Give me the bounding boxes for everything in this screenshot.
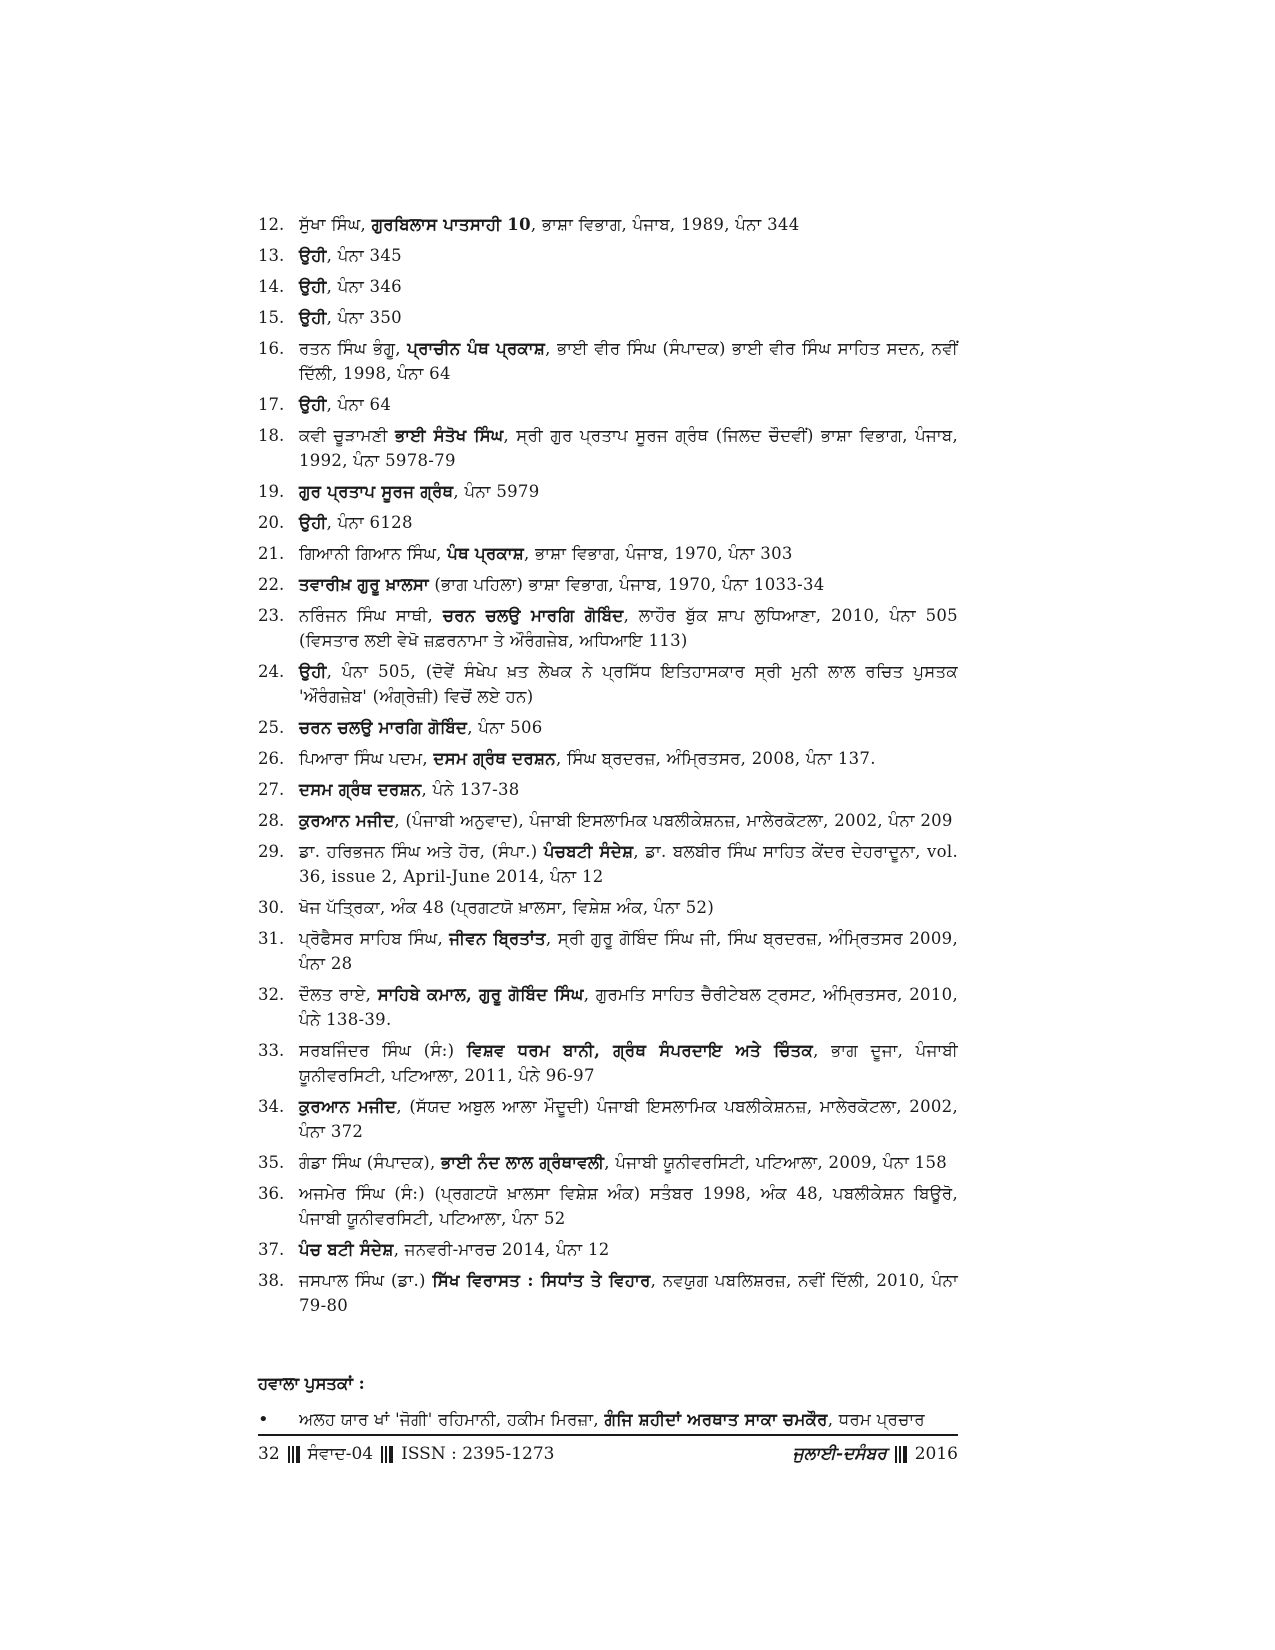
reference-detail: , ਪੰਨਾ 6128 — [326, 513, 413, 532]
reference-number: 24. — [258, 662, 285, 681]
reference-detail: , ਗੁਰਮਤਿ ਸਾਹਿਤ ਚੈਰੀਟੇਬਲ ਟ੍ਰਸਟ, ਅੰਮ੍ਰਿਤਸਰ, 2010, ਪੰਨੇ 138-39. — [299, 985, 958, 1029]
reference-number: 15. — [258, 308, 285, 327]
reference-detail: , ਪੰਨਾ 505, (ਦੋਵੇਂ ਸੰਖੇਪ ਖ਼ਤ ਲੇਖਕ ਨੇ ਪ੍ਰਸਿੱਧ ਇਤਿਹਾਸਕਾਰ ਸ੍ਰੀ ਮੁਨੀ ਲਾਲ ਰਚਿਤ ਪੁਸਤਕ 'ਔਰੰਗਜ਼ੇਬ' (ਅੰਗ੍ਰੇਜ਼ੀ) ਵਿਚੋਂ ਲਏ ਹਨ) — [299, 662, 958, 706]
reference-title: ਦਸਮ ਗ੍ਰੰਥ ਦਰਸ਼ਨ — [433, 749, 556, 768]
reference-text — [299, 274, 958, 299]
reference-title: ਉਹੀ — [299, 308, 327, 327]
reference-title: ਕੁਰਆਨ ਮਜੀਦ — [299, 1097, 397, 1116]
reference-item — [258, 274, 958, 299]
reference-item — [258, 1181, 958, 1231]
reference-text — [299, 1181, 958, 1231]
reference-detail: , ਨਵਯੁਗ ਪਬਲਿਸ਼ਰਜ਼, ਨਵੀਂ ਦਿੱਲੀ, 2010, ਪੰਨਾ 79-80 — [299, 1271, 958, 1315]
reference-detail: , ਸ੍ਰੀ ਗੁਰੂ ਗੋਬਿੰਦ ਸਿੰਘ ਜੀ, ਸਿੰਘ ਬ੍ਰਦਰਜ਼, ਅੰਮ੍ਰਿਤਸਰ 2009, ਪੰਨਾ 28 — [299, 929, 958, 973]
reference-number: 29. — [258, 842, 285, 861]
journal-name: ਸੰਵਾਦ-04 — [307, 1444, 374, 1464]
reference-detail: , ਪੰਨਾ 350 — [326, 308, 402, 327]
reference-number: 20. — [258, 513, 285, 532]
bibliography-item — [258, 1408, 958, 1432]
reference-item — [258, 715, 958, 740]
reference-text — [299, 659, 958, 709]
reference-detail: , ਭਾਸ਼ਾ ਵਿਭਾਗ, ਪੰਜਾਬ, 1970, ਪੰਨਾ 303 — [524, 544, 793, 563]
page-number: 32 — [258, 1444, 280, 1464]
reference-title: ਸਿੱਖ ਵਿਰਾਸਤ : ਸਿਧਾਂਤ ਤੇ ਵਿਹਾਰ — [432, 1271, 651, 1290]
reference-detail: ਗੰਡਾ ਸਿੰਘ (ਸੰਪਾਦਕ), — [299, 1153, 442, 1172]
reference-item — [258, 305, 958, 330]
reference-number: 26. — [258, 749, 285, 768]
reference-detail: ਕਵੀ ਚੂੜਾਮਣੀ — [299, 426, 396, 445]
reference-title: ਪੰਚਬਟੀ ਸੰਦੇਸ਼ — [543, 842, 634, 861]
reference-detail: ਸਰਬਜਿੰਦਰ ਸਿੰਘ (ਸੰ:) — [299, 1041, 467, 1060]
reference-number: 23. — [258, 606, 285, 625]
footer-right — [793, 1442, 958, 1466]
reference-item — [258, 1237, 958, 1262]
reference-title: ਉਹੀ — [299, 662, 327, 681]
reference-item — [258, 603, 958, 653]
reference-text — [299, 777, 958, 802]
reference-number: 19. — [258, 482, 285, 501]
reference-text — [299, 572, 958, 597]
reference-item — [258, 392, 958, 417]
reference-number: 22. — [258, 575, 285, 594]
reference-text — [299, 541, 958, 566]
reference-number: 30. — [258, 898, 285, 917]
reference-detail: , ਪੰਨਾ 346 — [326, 277, 402, 296]
reference-detail: , ਪੰਨਾ 64 — [326, 395, 392, 414]
reference-title: ਭਾਈ ਸੰਤੋਖ ਸਿੰਘ — [395, 426, 504, 445]
reference-number: 34. — [258, 1097, 285, 1116]
reference-item — [258, 1038, 958, 1088]
reference-text — [299, 1237, 958, 1262]
reference-text — [299, 305, 958, 330]
reference-detail: ਗਿਆਨੀ ਗਿਆਨ ਸਿੰਘ, — [299, 544, 448, 563]
footer-left — [258, 1442, 555, 1466]
reference-text — [299, 895, 958, 920]
reference-number: 38. — [258, 1271, 285, 1290]
reference-number: 16. — [258, 339, 285, 358]
separator-icon — [895, 1446, 907, 1463]
reference-detail: , ਪੰਨਾ 345 — [326, 246, 402, 265]
bibliography-detail: , ਧਰਮ ਪ੍ਰਚਾਰ — [827, 1410, 925, 1429]
reference-title: ਕੁਰਆਨ ਮਜੀਦ — [299, 811, 395, 830]
issue-period: ਜੁਲਾਈ-ਦਸੰਬਰ — [792, 1444, 887, 1464]
reference-title: ਉਹੀ — [299, 277, 327, 296]
reference-item — [258, 1150, 958, 1175]
reference-item — [258, 808, 958, 833]
reference-text — [299, 243, 958, 268]
reference-title: ਸਾਹਿਬੇ ਕਮਾਲ, ਗੁਰੂ ਗੋਬਿੰਦ ਸਿੰਘ — [377, 985, 584, 1004]
reference-item — [258, 895, 958, 920]
reference-item — [258, 659, 958, 709]
separator-icon — [288, 1446, 300, 1463]
reference-detail: , ਸ੍ਰੀ ਗੁਰ ਪ੍ਰਤਾਪ ਸੂਰਜ ਗ੍ਰੰਥ (ਜਿਲਦ ਚੌਦਵੀਂ) ਭਾਸ਼ਾ ਵਿਭਾਗ, ਪੰਜਾਬ, 1992, ਪੰਨਾ 5978-79 — [299, 426, 958, 470]
page-footer — [258, 1442, 958, 1466]
reference-title: ਗੁਰ ਪ੍ਰਤਾਪ ਸੂਰਜ ਗ੍ਰੰਥ — [299, 482, 454, 501]
reference-title: ਉਹੀ — [299, 246, 327, 265]
reference-text — [299, 982, 958, 1032]
reference-number: 28. — [258, 811, 285, 830]
reference-title: ਭਾਈ ਨੰਦ ਲਾਲ ਗ੍ਰੰਥਾਵਲੀ — [441, 1153, 605, 1172]
reference-title: ਉਹੀ — [299, 513, 327, 532]
reference-text — [299, 423, 958, 473]
issn: ISSN : 2395-1273 — [401, 1444, 555, 1464]
reference-item — [258, 510, 958, 535]
reference-title: ਤਵਾਰੀਖ਼ ਗੁਰੂ ਖ਼ਾਲਸਾ — [299, 575, 429, 594]
footer-rule — [258, 1434, 958, 1436]
reference-text — [299, 715, 958, 740]
reference-number: 35. — [258, 1153, 285, 1172]
reference-text — [299, 1268, 958, 1318]
reference-title: ਪੰਥ ਪ੍ਰਕਾਸ਼ — [447, 544, 525, 563]
reference-detail: , ਜਨਵਰੀ-ਮਾਰਚ 2014, ਪੰਨਾ 12 — [393, 1240, 610, 1259]
reference-item — [258, 423, 958, 473]
reference-title: ਚਰਨ ਚਲਉ ਮਾਰਗਿ ਗੋਬਿੰਦ — [442, 606, 624, 625]
reference-detail: ਸੁੱਖਾ ਸਿੰਘ, — [299, 215, 372, 234]
references-heading: ਹਵਾਲਾ ਪੁਸਤਕਾਂ : — [258, 1374, 365, 1393]
reference-text — [299, 392, 958, 417]
issue-year: 2016 — [914, 1444, 958, 1464]
reference-detail: ਪਿਆਰਾ ਸਿੰਘ ਪਦਮ, — [299, 749, 434, 768]
reference-number: 12. — [258, 215, 285, 234]
reference-detail: ਨਰਿੰਜਨ ਸਿੰਘ ਸਾਥੀ, — [299, 606, 443, 625]
reference-detail: , ਪੰਨਾ 506 — [467, 718, 543, 737]
reference-number: 36. — [258, 1184, 285, 1203]
reference-item — [258, 839, 958, 889]
reference-text — [299, 1038, 958, 1088]
reference-number: 18. — [258, 426, 285, 445]
reference-title: ਜੀਵਨ ਬ੍ਰਿਤਾਂਤ — [449, 929, 546, 948]
reference-number: 17. — [258, 395, 285, 414]
bibliography-title: ਗੰਜਿ ਸ਼ਹੀਦਾਂ ਅਰਥਾਤ ਸਾਕਾ ਚਮਕੌਰ — [604, 1410, 828, 1429]
reference-number: 32. — [258, 985, 285, 1004]
reference-detail: , ਭਾਗ ਦੂਜਾ, ਪੰਜਾਬੀ ਯੂਨੀਵਰਸਿਟੀ, ਪਟਿਆਲਾ, 2011, ਪੰਨੇ 96-97 — [299, 1041, 958, 1085]
reference-item — [258, 243, 958, 268]
reference-detail: , ਪੰਜਾਬੀ ਯੂਨੀਵਰਸਿਟੀ, ਪਟਿਆਲਾ, 2009, ਪੰਨਾ 158 — [604, 1153, 948, 1172]
reference-number: 25. — [258, 718, 285, 737]
reference-detail: ਅਜਮੇਰ ਸਿੰਘ (ਸੰ:) (ਪ੍ਰਗਟਯੋ ਖ਼ਾਲਸਾ ਵਿਸ਼ੇਸ਼ ਅੰਕ) ਸਤੰਬਰ 1998, ਅੰਕ 48, ਪਬਲੀਕੇਸ਼ਨ ਬਿਊਰੋ, ਪੰਜਾਬੀ ਯੂਨੀਵਰਸਿਟੀ, ਪਟਿਆਲਾ, ਪੰਨਾ 52 — [299, 1184, 958, 1228]
reference-text — [299, 336, 958, 386]
reference-number: 31. — [258, 929, 285, 948]
reference-title: ਵਿਸ਼ਵ ਧਰਮ ਬਾਨੀ, ਗ੍ਰੰਥ ਸੰਪਰਦਾਇ ਅਤੇ ਚਿੰਤਕ — [466, 1041, 814, 1060]
reference-detail: , ਸਿੰਘ ਬ੍ਰਦਰਜ਼, ਅੰਮ੍ਰਿਤਸਰ, 2008, ਪੰਨਾ 137. — [555, 749, 876, 768]
reference-title: ਉਹੀ — [299, 395, 327, 414]
reference-detail: (ਭਾਗ ਪਹਿਲਾ) ਭਾਸ਼ਾ ਵਿਭਾਗ, ਪੰਜਾਬ, 1970, ਪੰਨਾ 1033-34 — [428, 575, 825, 594]
reference-text — [299, 808, 958, 833]
reference-detail: , ਡਾ. ਬਲਬੀਰ ਸਿੰਘ ਸਾਹਿਤ ਕੇਂਦਰ ਦੇਹਰਾਦੂਨਾ, vol. 36, issue 2, April-June 2014, ਪੰਨਾ 12 — [299, 842, 959, 886]
separator-icon — [381, 1446, 393, 1463]
reference-detail: , ਭਾਸ਼ਾ ਵਿਭਾਗ, ਪੰਜਾਬ, 1989, ਪੰਨਾ 344 — [530, 215, 800, 234]
reference-detail: , ਲਾਹੌਰ ਬੁੱਕ ਸ਼ਾਪ ਲੁਧਿਆਣਾ, 2010, ਪੰਨਾ 505 (ਵਿਸਤਾਰ ਲਈ ਵੇਖੋ ਜ਼ਫ਼ਰਨਾਮਾ ਤੇ ਔਰੰਗਜ਼ੇਬ, ਅਧਿਆਇ 113) — [299, 606, 958, 650]
reference-title: ਪੰਚ ਬਟੀ ਸੰਦੇਸ਼ — [299, 1240, 394, 1259]
reference-number: 14. — [258, 277, 285, 296]
reference-text — [299, 926, 958, 976]
reference-item — [258, 479, 958, 504]
reference-number: 21. — [258, 544, 285, 563]
reference-detail: ਖੋਜ ਪੱਤ੍ਰਿਕਾ, ਅੰਕ 48 (ਪ੍ਰਗਟਯੋ ਖ਼ਾਲਸਾ, ਵਿਸ਼ੇਸ਼ ਅੰਕ, ਪੰਨਾ 52) — [299, 898, 715, 917]
reference-text — [299, 1150, 958, 1175]
reference-item — [258, 982, 958, 1032]
reference-detail: , ਪੰਨਾ 5979 — [453, 482, 540, 501]
reference-detail: , (ਸੱਯਦ ਅਬੁਲ ਆਲਾ ਮੌਦੂਦੀ) ਪੰਜਾਬੀ ਇਸਲਾਮਿਕ ਪਬਲੀਕੇਸ਼ਨਜ਼, ਮਾਲੇਰਕੋਟਲਾ, 2002, ਪੰਨਾ 372 — [299, 1097, 959, 1141]
reference-number: 13. — [258, 246, 285, 265]
reference-item — [258, 926, 958, 976]
reference-item — [258, 336, 958, 386]
reference-text — [299, 510, 958, 535]
reference-text — [299, 746, 958, 771]
references-list — [258, 212, 958, 1324]
reference-number: 33. — [258, 1041, 285, 1060]
reference-text — [299, 212, 958, 237]
reference-title: ਗੁਰਬਿਲਾਸ ਪਾਤਸਾਹੀ 10 — [371, 215, 531, 234]
reference-item — [258, 746, 958, 771]
reference-number: 27. — [258, 780, 285, 799]
reference-item — [258, 212, 958, 237]
bullet-marker: • — [258, 1409, 269, 1430]
reference-item — [258, 541, 958, 566]
bibliography-item-text — [299, 1408, 958, 1432]
reference-title: ਪ੍ਰਾਚੀਨ ਪੰਥ ਪ੍ਰਕਾਸ਼ — [407, 339, 546, 358]
reference-detail: ਰਤਨ ਸਿੰਘ ਭੰਗੂ, — [299, 339, 408, 358]
reference-detail: , ਭਾਈ ਵੀਰ ਸਿੰਘ (ਸੰਪਾਦਕ) ਭਾਈ ਵੀਰ ਸਿੰਘ ਸਾਹਿਤ ਸਦਨ, ਨਵੀਂ ਦਿੱਲੀ, 1998, ਪੰਨਾ 64 — [299, 339, 958, 383]
reference-detail: ਦੌਲਤ ਰਾਏ, — [299, 985, 378, 1004]
reference-title: ਦਸਮ ਗ੍ਰੰਥ ਦਰਸ਼ਨ — [299, 780, 422, 799]
reference-text — [299, 603, 958, 653]
reference-item — [258, 777, 958, 802]
reference-text — [299, 839, 958, 889]
reference-item — [258, 1268, 958, 1318]
reference-item — [258, 1094, 958, 1144]
reference-text — [299, 479, 958, 504]
reference-detail: ਪ੍ਰੋਫੈਸਰ ਸਾਹਿਬ ਸਿੰਘ, — [299, 929, 450, 948]
reference-detail: , (ਪੰਜਾਬੀ ਅਨੁਵਾਦ), ਪੰਜਾਬੀ ਇਸਲਾਮਿਕ ਪਬਲੀਕੇਸ਼ਨਜ਼, ਮਾਲੇਰਕੋਟਲਾ, 2002, ਪੰਨਾ 209 — [394, 811, 953, 830]
reference-detail: , ਪੰਨੇ 137-38 — [421, 780, 520, 799]
reference-detail: ਜਸਪਾਲ ਸਿੰਘ (ਡਾ.) — [299, 1271, 433, 1290]
reference-detail: ਡਾ. ਹਰਿਭਜਨ ਸਿੰਘ ਅਤੇ ਹੋਰ, (ਸੰਪਾ.) — [299, 842, 544, 861]
reference-number: 37. — [258, 1240, 285, 1259]
bibliography-detail: ਅਲਹ ਯਾਰ ਖਾਂ 'ਜੋਗੀ' ਰਹਿਮਾਨੀ, ਹਕੀਮ ਮਿਰਜ਼ਾ, — [299, 1410, 605, 1429]
reference-text — [299, 1094, 958, 1144]
reference-title: ਚਰਨ ਚਲਉ ਮਾਰਗਿ ਗੋਬਿੰਦ — [299, 718, 468, 737]
reference-item — [258, 572, 958, 597]
